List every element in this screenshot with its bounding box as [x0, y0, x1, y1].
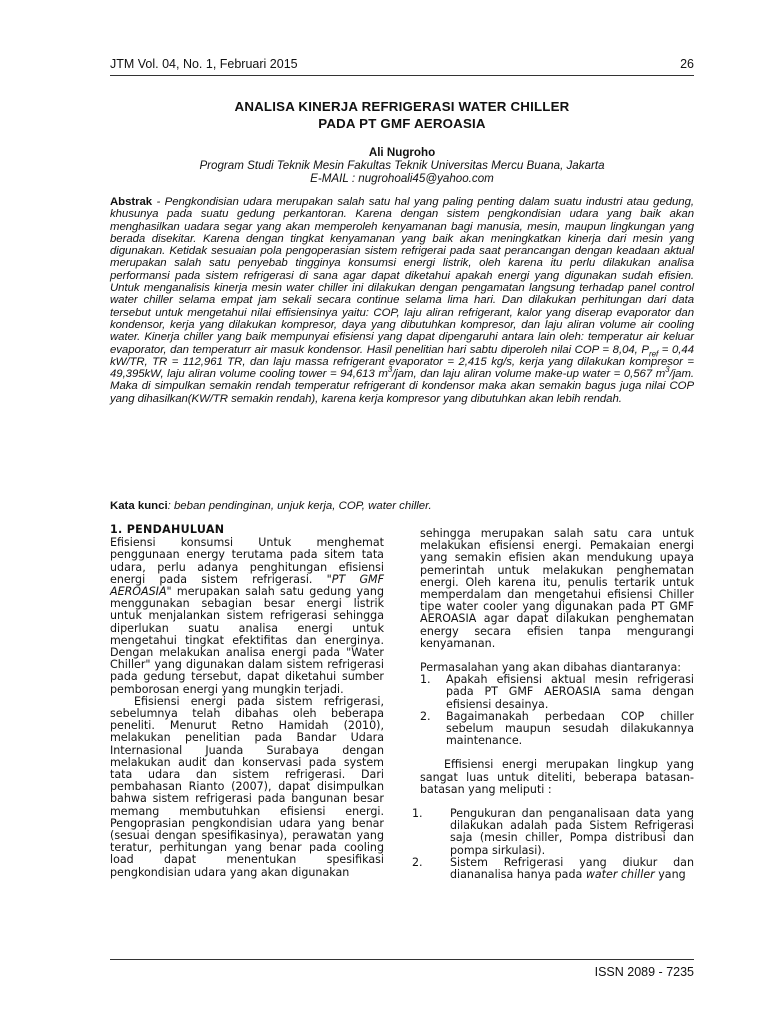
- list-number: 2.: [420, 709, 431, 723]
- list-text: Pengukuran dan penganalisaan data yang dilakukan adalah pada Sistem Refrigerasi saja (mesin chiller, Pompa distribusi dan pompa sirkulasi).: [450, 807, 694, 857]
- section-heading: 1. PENDAHULUAN: [110, 523, 225, 536]
- abstract-text-b: = 0,44 kW/TR, TR = 112,961 TR, dan laju massa refrigerant evaporator = 2,415 kg/s, kerja yang dilakukan kompresor = 49,395kW, laju aliran volume cooling tower = 94,613 m: [110, 343, 694, 381]
- scope-intro: Effisiensi energi merupakan lingkup yang sangat luas untuk diteliti, beberapa batasan-batasan yang meliputi :: [420, 758, 694, 796]
- scope-list: [412, 807, 694, 882]
- header-rule: [110, 75, 694, 76]
- list-text-italic: water chiller: [585, 868, 655, 882]
- list-number: 1.: [420, 673, 431, 687]
- intro-paragraph-2: Efisiensi energi pada sistem refrigerasi, sebelumnya telah dibahas oleh beberapa peneliti. Menurut Retno Hamidah (2010), melakukan penelitian pada Bandar Udara Internasional Juanda Surabaya dengan melakukan audit dan konservasi pada system tata udara dan sistem refrigerasi. Dari pembahasan Rianto (2007), dapat disimpulkan bahwa sistem refrigerasi pada bangunan besar memang membutuhkan efisiensi energi. Pengoprasian pengkondisian udara yang benar (sesuai dengan spesifikasinya), perawatan yang teratur, perhitungan yang benar pada cooling load dapat menentukan spesifikasi pengkondisian udara yang akan digunakan: [110, 694, 384, 879]
- abstract: [110, 196, 694, 405]
- problem-list: [420, 674, 694, 747]
- list-text-b: yang: [654, 868, 686, 882]
- abstract-text-c: /jam, dan laju aliran volume make-up water = 0,567 m: [392, 368, 666, 381]
- intro-p1-text-b: " merupakan salah satu gedung yang menggunakan sebagian besar energi listrik untuk menjalankan sistem refrigerasi sehingga diperlukan suatu analisa energi untuk mengetahui tingkat efektifitas dan energinya. Dengan melakukan analisa energi pada "Water Chiller" yang digunakan dalam sistem refrigerasi pada gedung tersebut, dapat diketahui sumber pemborosan energi yang mungkin terjadi.: [110, 585, 384, 696]
- intro-p1-text-a: Efisiensi konsumsi Untuk menghemat penggunaan energy terutama pada sitem tata udara, perlu adanya penghitungan efisiensi energi pada sistem refrigerasi. ": [110, 536, 384, 586]
- author-affiliation: Program Studi Teknik Mesin Fakultas Teknik Universitas Mercu Buana, Jakarta: [199, 159, 605, 173]
- abstract-label: Abstrak: [110, 196, 153, 208]
- list-item: [412, 855, 694, 882]
- author-email: E-MAIL : nugrohoali45@yahoo.com: [310, 172, 494, 186]
- list-number: 2.: [412, 855, 423, 869]
- list-text: Apakah efisiensi aktual mesin refrigerasi pada PT GMF AEROASIA sama dengan efisiensi desainya.: [446, 673, 694, 711]
- paper-title: [110, 98, 694, 132]
- author-block: [110, 146, 694, 186]
- keywords-label: Kata kunci: [110, 500, 168, 512]
- right-paragraph-1: sehingga merupakan salah satu cara untuk melakukan efisiensi energi. Pemakaian energi yang semakin efisien akan mendukung upaya pemerintah untuk melakukan penghematan energi. Oleh karena itu, penulis tertarik untuk memperdalam dan mengetahui efisiensi Chiller tipe water cooler yang digunakan pada PT GMF AEROASIA agar dapat dilakukan penghematan energy secara efisien tanpa mengurangi kenyamanan.: [420, 527, 694, 650]
- problem-statement-intro: Permasalahan yang akan dibahas diantaranya:: [420, 661, 681, 675]
- footer-rule: [110, 959, 694, 960]
- abstract-text-a: - Pengkondisian udara merupakan salah satu hal yang paling penting dalam suatu industri atau gedung, khusunya pada suatu gedung perkantoran. Karena dengan sistem pengkondisian udara yang baik akan menghasilkan uadara segar yang akan memperoleh kenyamanan bagi manusia, mesin, maupun lingkungan yang berada disekitar. Karena dengan tingkat kenyamanan yang baik akan meningkatkan kinerja dari mesin yang digunakan. Ketidak sesuaian pola pengoperasian sistem refrigerai pada saat perancangan dengan keadaan aktual merupakan salah satu penyebab tingginya konsumsi energi listrik, oleh karena itu perlu dilakukan analisa performansi pada sistem refrigerasi di sana agar dapat diketahui apakah energi yang digunakan sudah efisien. Untuk menganalisis kinerja mesin water chiller ini dilakukan dengan pengamatan langsung terhadap panel control water chiller selama empat jam sekali secara continue selama lima hari. Dan dilakukan perhitungan dari data tersebut untuk mengetahui nilai effisiensinya yaitu: COP, laju aliran refrigerant, kalor yang diserap evaporator dan kondensor, kerja yang dilakukan kompresor, daya yang dibutuhkan kompresor, dan laju aliran volume air cooling water. Kinerja chiller yang baik mempunyai efisiensi yang dapat dipengaruhi antara lain oleh: temperatur air keluar evaporator, dan temperaturr air masuk kondensor. Hasil penelitian hari sabtu diperoleh nilai COP = 8,04, P: [110, 196, 694, 356]
- issn-footer: ISSN 2089 - 7235: [594, 965, 694, 979]
- intro-paragraph-1: [110, 537, 384, 696]
- title-line-2: PADA PT GMF AEROASIA: [318, 116, 486, 131]
- author-name: Ali Nugroho: [368, 146, 436, 159]
- abstract-superscript-b: 3: [665, 365, 670, 375]
- left-column: [110, 524, 384, 879]
- keywords-text: : beban pendinginan, unjuk kerja, COP, water chiller.: [167, 500, 432, 512]
- list-text: Bagaimanakah perbedaan COP chiller sebelum maupun sesudah dilakukannya maintenance.: [446, 709, 694, 748]
- list-number: 1.: [412, 807, 423, 821]
- right-column: [412, 527, 694, 882]
- list-text-a: Sistem Refrigerasi yang diukur dan diananalisa hanya pada: [450, 855, 694, 882]
- list-item: [420, 711, 694, 748]
- intro-p1-italic: PT GMF AEROASIA: [110, 572, 384, 599]
- list-item: [412, 807, 694, 857]
- list-item: [420, 674, 694, 711]
- page-number: 26: [680, 57, 694, 71]
- abstract-superscript-a: 3: [387, 365, 393, 375]
- title-line-1: ANALISA KINERJA REFRIGERASI WATER CHILLER: [234, 99, 570, 114]
- journal-info: JTM Vol. 04, No. 1, Februari 2015: [110, 57, 298, 71]
- abstract-subscript-ref: ref: [648, 348, 659, 358]
- abstract-text-d: /jam. Maka di simpulkan semakin rendah temperatur refrigerant di kondensor maka akan semakin bagus juga nilai COP yang dihasilkan(KW/TR semakin rendah), karena kerja kompresor yang dibutuhkan akan lebih rendah.: [110, 368, 695, 405]
- keywords: [110, 500, 694, 512]
